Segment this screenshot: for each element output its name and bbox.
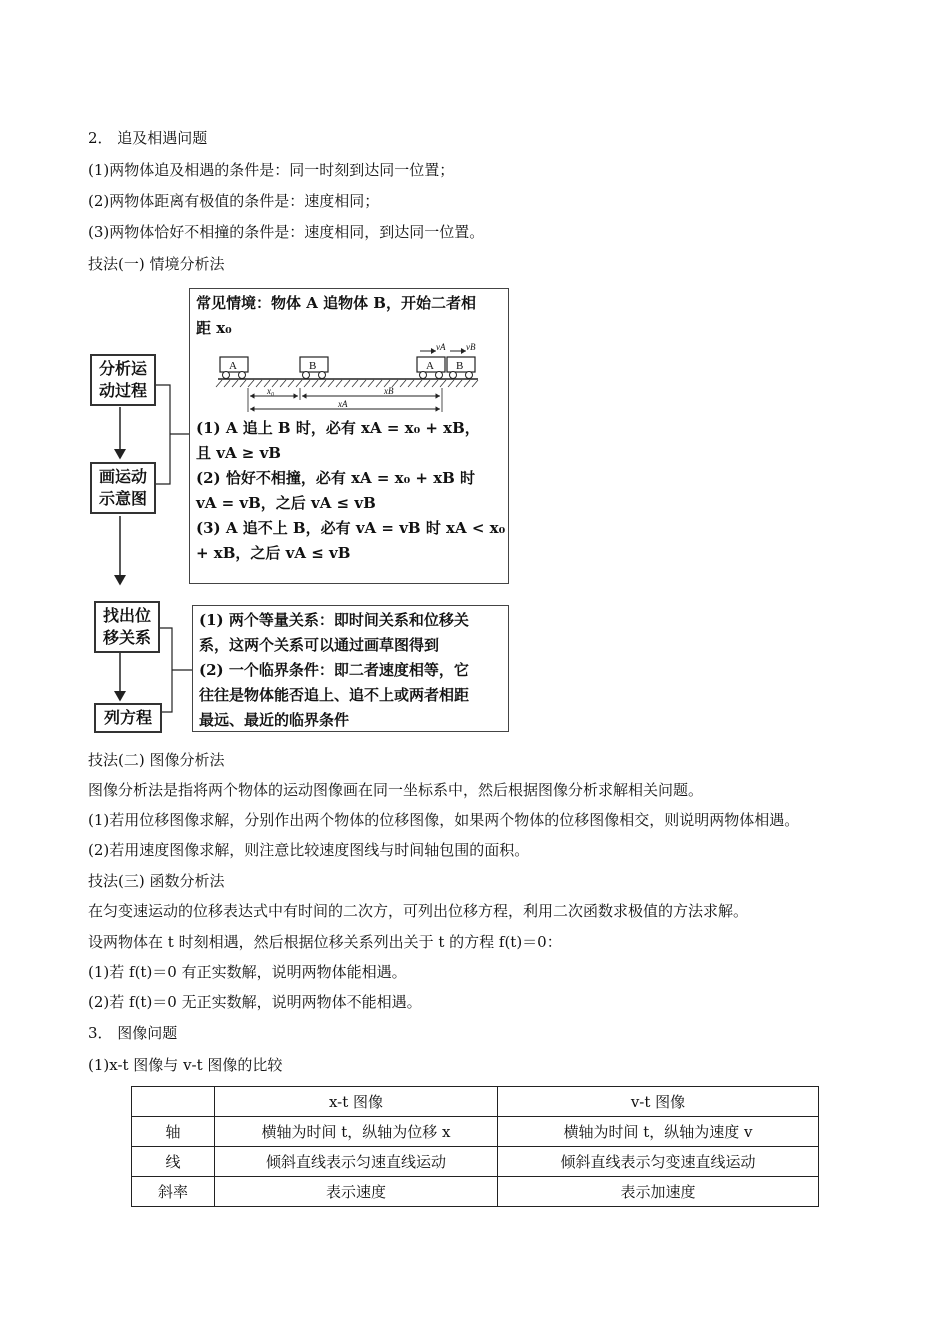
method-title: 技法(一) 情境分析法 (88, 255, 225, 273)
table-cell: 横轴为时间 t，纵轴为速度 v (498, 1117, 819, 1147)
flow-step-relation: 找出位 移关系 (94, 601, 160, 653)
section-heading: 2． 追及相遇问题 (88, 129, 208, 147)
table-row (132, 1117, 819, 1147)
car-b-label: B (309, 360, 317, 372)
diagram-spacer (196, 341, 502, 416)
scenario-box: 常见情境：物体 A 追物体 B，开始二者相 距 x₀ (1) A 追上 B 时，必有 xA = x₀ + xB， 且 vA ≥ vB (2) 恰好不相撞，必有 xA = x₀ + xB 时 vA = vB，之后 vA ≤ vB (3) A 追不上 B，必有 vA = vB 时 xA < x₀ + xB，之后 vA ≤ vB (189, 288, 509, 584)
table-cell: 倾斜直线表示匀变速直线运动 (498, 1147, 819, 1177)
table-cell: 线 (132, 1147, 215, 1177)
vb-label: vB (466, 342, 476, 352)
table-caption: (1)x-t 图像与 v-t 图像的比较 (88, 1056, 283, 1074)
flow-step-analyze: 分析运 动过程 (90, 354, 156, 406)
x0-label: x₀ (267, 386, 275, 396)
flow-step-draw: 画运动 示意图 (90, 462, 156, 514)
paragraph: 图像分析法是指将两个物体的运动图像画在同一坐标系中，然后根据图像分析求解相关问题。 (88, 781, 704, 799)
table-cell: 表示速度 (215, 1177, 498, 1207)
paragraph: (1)若用位移图像求解，分别作出两个物体的位移图像，如果两个物体的位移图像相交，则说明两物体相遇。 (88, 811, 800, 829)
car-a-label: A (229, 360, 237, 372)
method-title: 技法(三) 函数分析法 (88, 872, 225, 890)
table-header-cell (132, 1087, 215, 1117)
table-header-cell: x-t 图像 (215, 1087, 498, 1117)
table-cell: 倾斜直线表示匀速直线运动 (215, 1147, 498, 1177)
paragraph: (1)若 f(t)＝0 有正实数解，说明两物体能相遇。 (88, 963, 407, 981)
table-cell: 斜率 (132, 1177, 215, 1207)
table-header-cell: v-t 图像 (498, 1087, 819, 1117)
relation-box: (1) 两个等量关系：即时间关系和位移关 系，这两个关系可以通过画草图得到 (2) 一个临界条件：即二者速度相等，它 往往是物体能否追上、追不上或两者相距 最远、最近的临界条件 (192, 605, 509, 732)
table-row (132, 1147, 819, 1177)
paragraph: (3)两物体恰好不相撞的条件是：速度相同，到达同一位置。 (88, 223, 485, 241)
xa-label: xA (338, 399, 348, 409)
table-cell: 横轴为时间 t，纵轴为位移 x (215, 1117, 498, 1147)
car-b-label: B (456, 360, 464, 372)
paragraph: (2)若 f(t)＝0 无正实数解，说明两物体不能相遇。 (88, 993, 422, 1011)
va-label: vA (436, 342, 446, 352)
paragraph: (1)两物体追及相遇的条件是：同一时刻到达同一位置； (88, 161, 455, 179)
comparison-table (131, 1086, 819, 1207)
method-title: 技法(二) 图像分析法 (88, 751, 225, 769)
table-row (132, 1177, 819, 1207)
car-a-label: A (426, 360, 434, 372)
section-heading: 3． 图像问题 (88, 1024, 178, 1042)
table-header-row (132, 1087, 819, 1117)
paragraph: 设两物体在 t 时刻相遇，然后根据位移关系列出关于 t 的方程 f(t)＝0： (88, 933, 562, 951)
table-cell: 轴 (132, 1117, 215, 1147)
paragraph: (2)两物体距离有极值的条件是：速度相同； (88, 192, 380, 210)
xb-label: xB (384, 386, 394, 396)
flow-step-equation: 列方程 (94, 703, 162, 733)
paragraph: 在匀变速运动的位移表达式中有时间的二次方，可列出位移方程，利用二次函数求极值的方法求解。 (88, 902, 749, 920)
table-cell: 表示加速度 (498, 1177, 819, 1207)
paragraph: (2)若用速度图像求解，则注意比较速度图线与时间轴包围的面积。 (88, 841, 530, 859)
